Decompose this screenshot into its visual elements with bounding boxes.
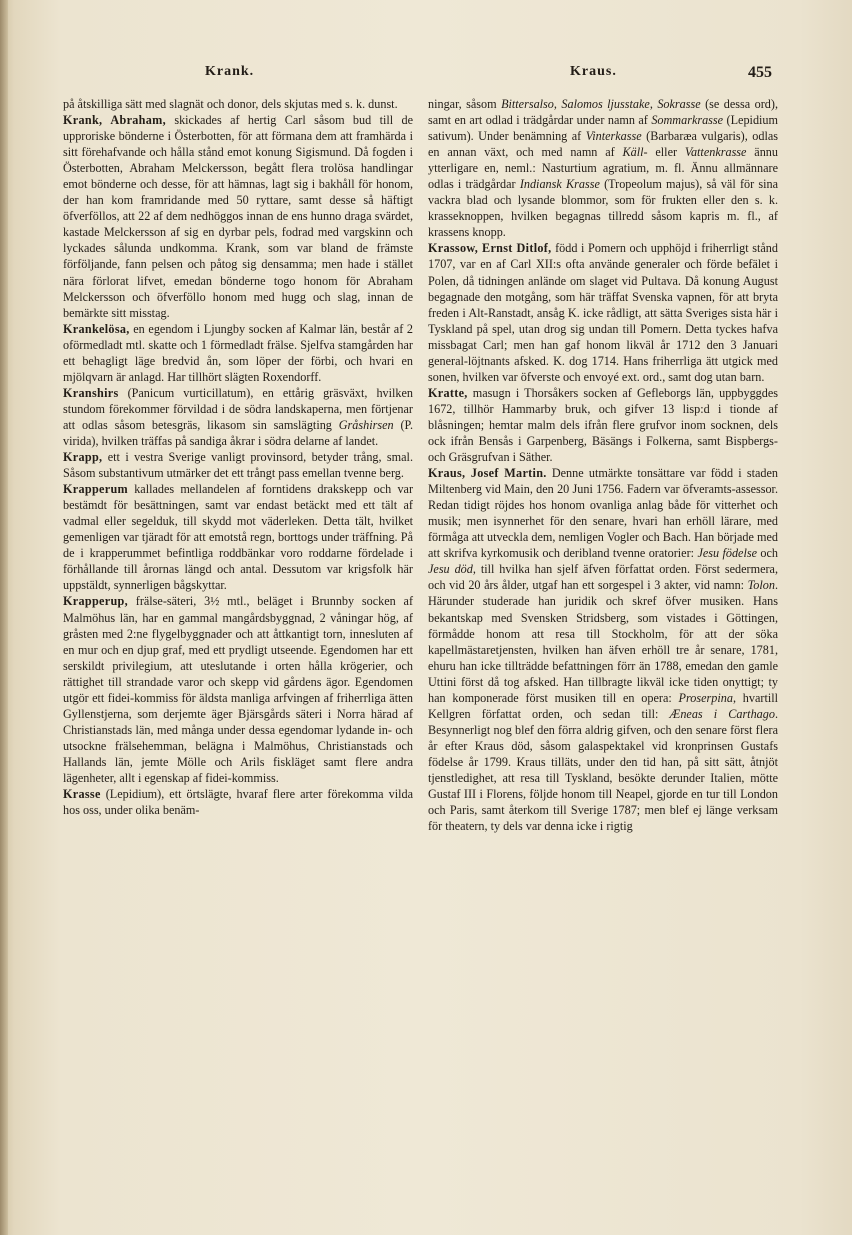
dictionary-entry — [428, 465, 778, 834]
dictionary-entry — [63, 385, 413, 449]
entry-headword: Krankelösa, — [63, 321, 130, 336]
entry-text: född i Pomern och upphöjd i friherrligt stånd 1707, var en af Carl XII:s ofta använde generaler och förde befälet i Polen, då tidningen anlände om slaget vid Pultava. Då konung August begagnade den motgång, som här träffat Svenska vapnen, för att bryta freden i Alt-Ranstadt, ansåg K. icke rådligt, att sätta Sveriges sista här i Tyskland på spel, utan drog sig undan till Pomern. Detta tyckes hafva missbagat Carl; men han gaf honom likväl år 1712 den 3 Januari general-löjtnants afsked. K. dog 1714. Hans friherrliga ätt utgick med sonen, hvilken var öfverste och envoyé ext. ord., samt dog utan barn. — [428, 241, 778, 384]
italic-term: Käll- — [622, 145, 648, 160]
italic-term: Proserpina — [678, 690, 733, 705]
entry-text: (Lepidium sativum). Under benämning af — [428, 113, 778, 144]
entry-text: ningar, såsom — [428, 97, 502, 111]
page-number: 455 — [748, 64, 772, 81]
entry-text: (Barbaræa vulgaris), odlas en annan växt, och med namn af — [428, 129, 778, 160]
italic-term: Sommarkrasse — [651, 113, 724, 128]
italic-term: Bittersalso — [501, 97, 554, 111]
entry-headword: Krapperum — [63, 482, 128, 497]
entry-headword: Krank, Abraham, — [63, 113, 166, 128]
entry-text: en egendom i Ljungby socken af Kalmar län, består af 2 oförmedladt mtl. skatte och 1 förmedladt frälse. Sjelfva stamgården har ett behagligt läge bredvid ån, som löper der förbi, och hvari en mjölqvarn är anlagd. Har tillhört slägten Roxendorff. — [63, 321, 413, 384]
entry-text: (Tropeolum majus), så väl för sina vackra blad och lysande blommor, som för frukten eller den s. k. krasseknoppen, hvilken begagnas tillredd såsom kapris m. fl., af krassens knopp. — [428, 177, 778, 240]
dictionary-entry — [63, 112, 413, 321]
dictionary-entry — [63, 96, 413, 112]
entry-headword: Krassow, Ernst Ditlof, — [428, 241, 552, 256]
italic-term: Gråshirsen — [338, 417, 394, 432]
dictionary-entry — [63, 593, 413, 786]
italic-term: Sokrasse — [657, 97, 701, 111]
dictionary-entry — [63, 481, 413, 593]
italic-term: Tolon — [747, 578, 775, 593]
dictionary-entry — [63, 321, 413, 385]
entry-headword: Krapperup, — [63, 594, 128, 609]
entry-headword: Krapp, — [63, 450, 103, 465]
entry-text: . Härunder studerade han juridik och skref öfver musiken. Hans bekantskap med Svensken Stridsberg, som vistades i Göttingen, förmådde honom att resa till Stockholm, för att der söka kapellmästaretjensten, hvilken han äfven erhöll tre år senare, 1781, ehuru han icke tillträdde befattningen förr än 1788, emedan den gamle Uttini först då tog afsked. Han tillbragte likväl icke tiden onyttigt; ty han komponerade först musiken till en opera: — [428, 578, 778, 705]
italic-term: Vattenkrasse — [684, 145, 747, 160]
entry-text: skickades af hertig Carl såsom bud till de upproriske bönderne i Österbotten, för att förmana dem att framhärda i sitt förehafvande och hålla stånd emot konung Sigismund. Då fogden i Österbotten, Abraham Melckersson, begått flera trolösa handlingar emot bönderne och desse, för att hämnas, lagt sig i bakhåll för honom, der han kom framridande med 50 ryttare, samt desse så häftigt öfverföllos, att 22 af dem nedhöggos innan de ens hunno draga svärdet, kastade Melckersson af sig en dyrbar pels, fodrad med vargskinn och lyckades sålunda undkomma. Krank, som var bland de främste förföljande, fann pelsen och påtog sig densamma; men hade i stället nära förlorat lifvet, emedan bönderne togo honom för Abraham Melckersson och öfverföllo honom med hugg och slag, innan de bemärkte sitt misstag. — [63, 113, 413, 320]
entry-text: , till hvilka han sjelf äfven författat orden. Först sedermera, och vid 20 års ålder, utgaf han ett sorgespel i 3 akter, vid namn: — [428, 562, 779, 593]
entry-text: Denne utmärkte tonsättare var född i staden Miltenberg vid Main, den 20 Juni 1756. Fadern var öfveramts-assessor. Redan tidigt röjdes hos honom ovanliga anlag både för vitterhet och musik; men isynnerhet för den senare, hvari han erhöll lärare, med förmåga att utveckla dem, nemligen Vogler och Bach. Han började med att skrifva kyrkomusik och deribland tvenne oratorier: — [428, 466, 778, 561]
italic-term: Indiansk Krasse — [519, 177, 600, 192]
dictionary-entry — [63, 786, 413, 818]
italic-term: Jesu död — [428, 562, 473, 577]
entry-text: (Panicum vurticillatum), en ettårig gräsväxt, hvilken stundom förekommer förvildad i de södra landskaperna, men förtjenar att odlas såsom betesgräs, likasom sin samslägting — [63, 385, 413, 432]
entry-text: masugn i Thorsåkers socken af Gefleborgs län, uppbyggdes 1672, tillhör Hammarby bruk, och gifver 13 lisp:d i tionde af blåsningen; hemtar malm dels ifrån flere grufvor inom socknen, dels ock ifrån Bensås i Garpenberg, Bäsängs i Folkerna, samt Bispbergs- och Gräsgrufvan i Säther. — [428, 385, 779, 465]
italic-term: Salomos ljusstake — [561, 97, 650, 111]
entry-headword: Kraus, Josef Martin. — [428, 466, 547, 481]
entry-text: ännu ytterligare en, neml.: Nasturtium agratium, m. fl. Ännu allmännare odlas i trädgårdar — [428, 145, 778, 192]
left-text-column — [63, 96, 413, 818]
italic-term: Vinterkasse — [585, 129, 642, 144]
entry-text: (Lepidium), ett örtslägte, hvaraf flere arter förekomma vilda hos oss, under olika benäm- — [63, 787, 413, 818]
italic-term: Æneas i Carthago — [669, 706, 775, 721]
entry-text: , — [553, 97, 562, 111]
entry-text: , — [649, 97, 658, 111]
entry-text: eller — [647, 145, 685, 160]
entry-text: (se dessa ord), samt en art odlad i trädgårdar under namn af — [428, 97, 778, 128]
running-head-left: Krank. — [205, 64, 255, 79]
right-text-column — [428, 96, 778, 834]
entry-text: (P. virida), hvilken träffas på sandiga åkrar i södra delarne af landet. — [63, 417, 413, 448]
dictionary-entry — [428, 385, 778, 465]
entry-text: och — [757, 546, 779, 561]
dictionary-entry — [428, 240, 778, 384]
italic-term: Jesu födelse — [697, 546, 758, 561]
dictionary-entry — [63, 449, 413, 481]
page-spine-edge — [0, 0, 8, 1235]
entry-text: ett i vestra Sverige vanligt provinsord, betyder trång, smal. Såsom substantivum utmärker det ett trångt pass emellan tvenne berg. — [63, 450, 413, 481]
entry-text: på åtskilliga sätt med slagnät och donor, dels skjutas med s. k. dunst. — [63, 97, 398, 111]
entry-headword: Kratte, — [428, 385, 468, 400]
running-head-center: Kraus. — [570, 64, 617, 79]
entry-text: , hvartill Kellgren författat orden, och sedan till: — [428, 690, 778, 721]
entry-text: . Besynnerligt nog blef den förra aldrig gifven, och den senare först flera år efter Kraus död, såsom galaspektakel vid kronprinsen Gustafs födelse år 1799. Kraus tilläts, under den tid han, på sitt sätt, åtnjöt tjenstledighet, att resa till Tyskland, besökte derunder Italien, mötte Gustaf III i Florens, följde honom till Neapel, gjorde en tur till London och Paris, samt återkom till Sverige 1787; men blef ej länge verksam för theatern, ty dels var denna icke i rigtig — [428, 706, 778, 834]
entry-text: frälse-säteri, 3½ mtl., beläget i Brunnby socken af Malmöhus län, har en gammal mangårdsbyggnad, 2 våningar hög, af gråsten med 2:ne flygelbyggnader och att åttkantigt torn, innesluten af en mur och en djup graf, med ett prydligt utseende. Egendomen har ett serskildt privilegium, att uteslutande i orten hålla krögerier, och rättighet till strandade varor och skepp vid gårdens ägor. Egendomen utgör ett fidei-kommiss för äldsta manliga arfvingen af friherrliga ätten Gyllenstjerna, som derjemte äger Bjärsgårds säteri i Norra härad af Christianstads län, med många under dessa egendomar lydande in- och utsockne frälsehemman, belägna i Malmöhus, Christianstads och Hallands län, jemte Mölle och Arils fiskläget samt flere andra lägenheter, allt i egenskap af fidei-kommiss. — [63, 594, 414, 785]
entry-text: kallades mellandelen af forntidens drakskepp och var bestämdt för besättningen, samt var endast betäckt med ett tält af vadmal eller segelduk, till skydd mot väderleken. Detta tält, hvilket gemenligen var tjäradt för att emotstå regn, borttogs under träffning. På de i krapperummet befintliga roddbänkar voro roddarne fördelade i förhållande till årornas längd och antal. Dessutom var krigsfolk här uppstäldt, synnerligen bågskyttar. — [63, 482, 414, 593]
entry-headword: Kranshirs — [63, 385, 119, 400]
entry-headword: Krasse — [63, 787, 101, 802]
dictionary-entry — [428, 96, 778, 240]
